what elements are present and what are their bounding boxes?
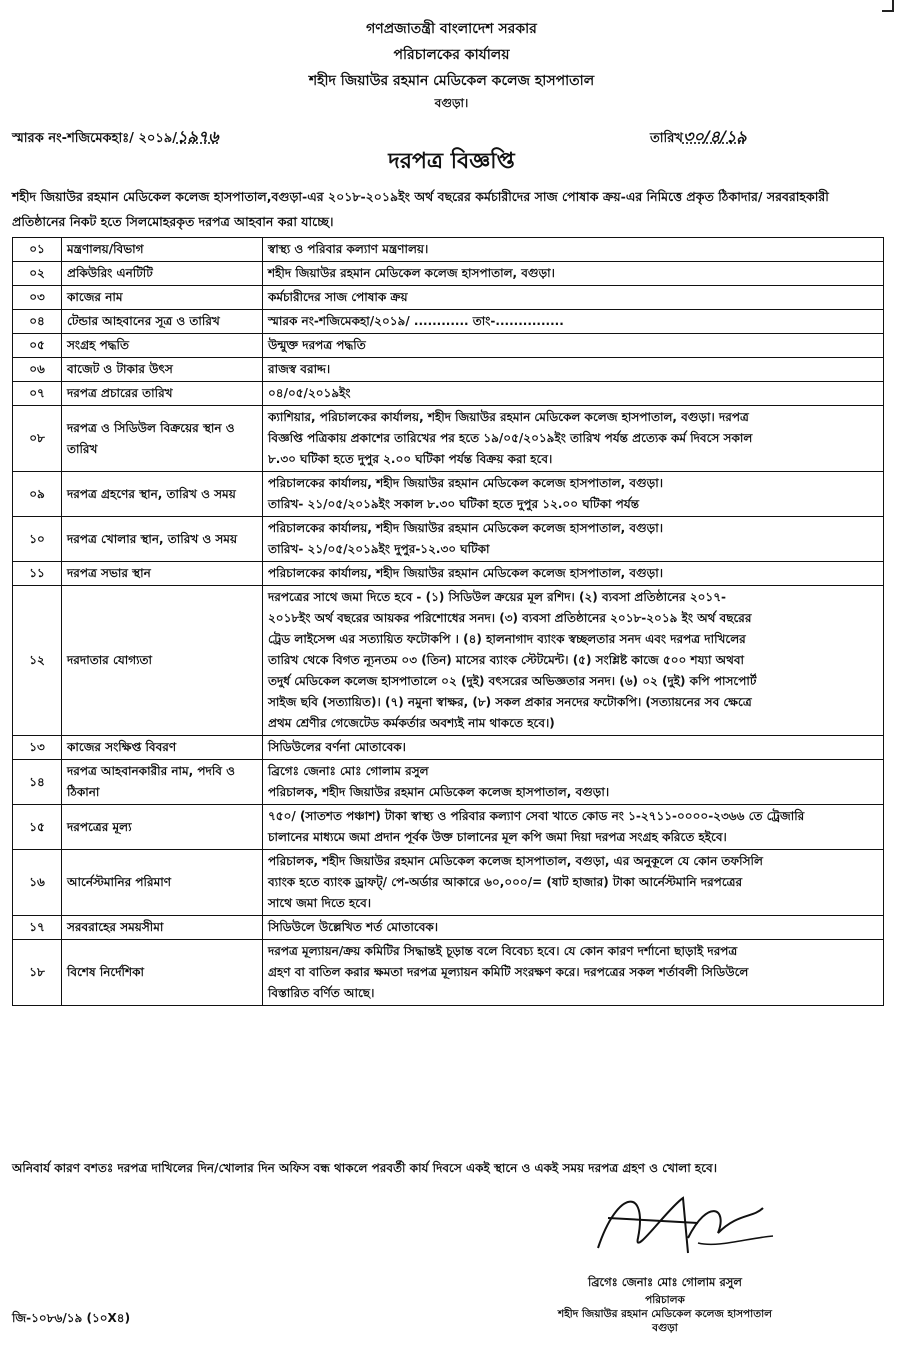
signatory-district: বগুড়া bbox=[652, 1322, 678, 1334]
row-value-line: সাইজ ছবি (সত্যায়িত)। (৭) নমুনা স্বাক্ষর, (৮) সকল প্রকার সনদের ফটোকপি। (সত্যায়নের সব ক্ষেত্রে bbox=[268, 695, 752, 709]
row-value-line: ৭৫০/ (সাতশত পঞ্চাশ) টাকা স্বাস্থ্য ও পরিবার কল্যাণ সেবা খাতে কোড নং ১-২৭১১-০০০০-২৩৬৬ তে ট্রেজারি bbox=[268, 809, 805, 823]
row-value bbox=[263, 760, 884, 805]
row-value-line: ক্যাশিয়ার, পরিচালকের কার্যালয়, শহীদ জিয়াউর রহমান মেডিকেল কলেজ হাসপাতাল, বগুড়া। দরপত্র bbox=[268, 410, 749, 424]
row-label: দরপত্র প্রচারের তারিখ bbox=[62, 382, 263, 406]
row-value bbox=[263, 916, 884, 940]
row-value-line: ০৪/০৫/২০১৯ইং bbox=[268, 386, 351, 400]
table-row bbox=[13, 472, 884, 517]
table-row bbox=[13, 406, 884, 472]
row-number: ১৮ bbox=[13, 940, 62, 1006]
row-number: ০১ bbox=[13, 238, 62, 262]
table-row bbox=[13, 586, 884, 736]
row-value-line: তারিখ- ২১/০৫/২০১৯ইং দুপুর-১২.৩০ ঘটিকা bbox=[268, 542, 490, 556]
letterhead bbox=[0, 16, 903, 112]
row-value bbox=[263, 562, 884, 586]
row-number: ০৮ bbox=[13, 406, 62, 472]
row-value-line: রাজস্ব বরাদ্দ। bbox=[268, 362, 331, 376]
row-value-line: উন্মুক্ত দরপত্র পদ্ধতি bbox=[268, 338, 366, 352]
row-value-line: পরিচালক, শহীদ জিয়াউর রহমান মেডিকেল কলেজ হাসপাতাল, বগুড়া, এর অনুকূলে যে কোন তফসিলি bbox=[268, 854, 763, 868]
row-value-line: পরিচালক, শহীদ জিয়াউর রহমান মেডিকেল কলেজ হাসপাতাল, বগুড়া। bbox=[268, 785, 610, 799]
table-row bbox=[13, 916, 884, 940]
row-number: ০৩ bbox=[13, 286, 62, 310]
row-label: সংগ্রহ পদ্ধতি bbox=[62, 334, 263, 358]
table-row bbox=[13, 760, 884, 805]
row-number: ১২ bbox=[13, 586, 62, 736]
table-row bbox=[13, 238, 884, 262]
memo-date bbox=[650, 124, 747, 151]
row-value bbox=[263, 472, 884, 517]
memo-number: ১৯৭৬ bbox=[176, 127, 219, 146]
row-value-line: কর্মচারীদের সাজ পোষাক ক্রয় bbox=[268, 290, 408, 304]
row-number: ১৩ bbox=[13, 736, 62, 760]
row-number: ০৯ bbox=[13, 472, 62, 517]
row-value-line: সিডিউলের বর্ণনা মোতাবেক। bbox=[268, 740, 406, 754]
publication-code: জি-১০৮৬/১৯ (১০X৪) bbox=[12, 1311, 131, 1325]
row-label: সরবরাহের সময়সীমা bbox=[62, 916, 263, 940]
row-value bbox=[263, 382, 884, 406]
table-row bbox=[13, 940, 884, 1006]
row-value bbox=[263, 586, 884, 736]
row-value-line: সাথে জমা দিতে হবে। bbox=[268, 896, 372, 910]
row-value bbox=[263, 805, 884, 850]
row-number: ০৪ bbox=[13, 310, 62, 334]
row-label: মন্ত্রণালয়/বিভাগ bbox=[62, 238, 263, 262]
table-row bbox=[13, 517, 884, 562]
row-value-line: ৮.৩০ ঘটিকা হতে দুপুর ২.০০ ঘটিকা পর্যন্ত বিক্রয় করা হবে। bbox=[268, 452, 553, 466]
row-value bbox=[263, 406, 884, 472]
memo-label: স্মারক নং-শজিমেকহাঃ/ ২০১৯/ bbox=[12, 131, 177, 146]
row-label: দরপত্র আহবানকারীর নাম, পদবি ও ঠিকানা bbox=[62, 760, 263, 805]
row-number: ০৭ bbox=[13, 382, 62, 406]
row-label: বিশেষ নির্দেশিকা bbox=[62, 940, 263, 1006]
table-row bbox=[13, 562, 884, 586]
row-number: ১৫ bbox=[13, 805, 62, 850]
row-value-line: ২০১৮ইং অর্থ বছরের আয়কর পরিশোধের সনদ। (৩) ব্যবসা প্রতিষ্ঠানের ২০১৮-২০১৯ ইং অর্থ বছরের bbox=[268, 611, 752, 625]
row-number: ১০ bbox=[13, 517, 62, 562]
row-value-line: স্মারক নং-শজিমেকহা/২০১৯/ ............ তাং-............... bbox=[268, 314, 564, 328]
row-number: ০২ bbox=[13, 262, 62, 286]
row-number: ১৭ bbox=[13, 916, 62, 940]
row-value-line: দরপত্র মূল্যায়ন/ক্রয় কমিটির সিদ্ধান্তই চূড়ান্ত বলে বিবেচ্য হবে। যে কোন কারণ দর্শানো ছাড়াই দরপত্র bbox=[268, 944, 738, 958]
table-row bbox=[13, 850, 884, 916]
row-value-line: গ্রহণ বা বাতিল করার ক্ষমতা দরপত্র মূল্যায়ন কমিটি সংরক্ষণ করে। দরপত্রের সকল শর্তাবলী সিডিউলে bbox=[268, 965, 749, 979]
row-number: ০৬ bbox=[13, 358, 62, 382]
row-value bbox=[263, 940, 884, 1006]
row-value bbox=[263, 334, 884, 358]
signatory-hospital: শহীদ জিয়াউর রহমান মেডিকেল কলেজ হাসপাতাল bbox=[558, 1308, 772, 1320]
row-value-line: শহীদ জিয়াউর রহমান মেডিকেল কলেজ হাসপাতাল, বগুড়া। bbox=[268, 266, 555, 280]
row-value-line: তারিখ- ২১/০৫/২০১৯ইং সকাল ৮.৩০ ঘটিকা হতে দুপুর ১২.০০ ঘটিকা পর্যন্ত bbox=[268, 497, 639, 511]
signatory-name: ব্রিগেঃ জেনাঃ মোঃ গোলাম রসুল bbox=[588, 1275, 742, 1289]
closing-note: অনিবার্য কারণ বশতঃ দরপত্র দাখিলের দিন/খোলার দিন অফিস বন্ধ থাকলে পরবর্তী কার্য দিবসে একই স্থানে ও একই সময় দরপত্র গ্রহণ ও খোলা হবে। bbox=[12, 1161, 718, 1175]
row-value-line: বিস্তারিত বর্ণিত আছে। bbox=[268, 986, 375, 1000]
row-label: দরপত্র গ্রহণের স্থান, তারিখ ও সময় bbox=[62, 472, 263, 517]
row-number: ১৪ bbox=[13, 760, 62, 805]
row-label: কাজের নাম bbox=[62, 286, 263, 310]
row-label: আর্নেস্টমানির পরিমাণ bbox=[62, 850, 263, 916]
table-row bbox=[13, 286, 884, 310]
row-value bbox=[263, 310, 884, 334]
row-label: প্রকিউরিং এনটিটি bbox=[62, 262, 263, 286]
row-value-line: দরপত্রের সাথে জমা দিতে হবে - (১) সিডিউল ক্রয়ের মূল রশিদ। (২) ব্যবসা প্রতিষ্ঠানের ২০১৭- bbox=[268, 590, 727, 604]
row-label: টেন্ডার আহবানের সূত্র ও তারিখ bbox=[62, 310, 263, 334]
row-number: ১১ bbox=[13, 562, 62, 586]
row-number: ০৫ bbox=[13, 334, 62, 358]
row-value-line: সিডিউলে উল্লেখিত শর্ত মোতাবেক। bbox=[268, 920, 439, 934]
row-value-line: ট্রেড লাইসেন্স এর সত্যায়িত ফটোকপি । (৪) হালনাগাদ ব্যাংক স্বচ্ছলতার সনদ এবং দরপত্র দাখিলের bbox=[268, 632, 746, 646]
intro-paragraph: শহীদ জিয়াউর রহমান মেডিকেল কলেজ হাসপাতাল,বগুড়া-এর ২০১৮-২০১৯ইং অর্থ বছরের কর্মচারীদের সাজ পোষাক ক্রয়-এর নিমিত্তে প্রকৃত ঠিকাদার/ সরবরাহকারী প্রতিষ্ঠানের নিকট হতে সিলমোহরকৃত দরপত্র আহবান করা যাচ্ছে। bbox=[12, 189, 829, 229]
tender-details-table bbox=[12, 237, 884, 1006]
row-value-line: ব্যাংক হতে ব্যাংক ড্রাফট্/ পে-অর্ডার আকারে ৬০,০০০/= (ষাট হাজার) টাকা আর্নেস্টমানি দরপত্রের bbox=[268, 875, 743, 889]
table-row bbox=[13, 262, 884, 286]
row-value-line: চালানের মাধ্যমে জমা প্রদান পূর্বক উক্ত চালানের মূল কপি জমা দিয়া দরপত্র সংগ্রহ করিতে হইবে। bbox=[268, 830, 727, 844]
office-name: পরিচালকের কার্যালয় bbox=[393, 47, 510, 63]
table-row bbox=[13, 334, 884, 358]
row-value-line: প্রথম শ্রেণীর গেজেটেড কর্মকর্তার অবশ্যই নাম থাকতে হবে।) bbox=[268, 716, 555, 730]
row-value-line: বিজ্ঞপ্তি পত্রিকায় প্রকাশের তারিখের পর হতে ১৯/০৫/২০১৯ইং তারিখ পর্যন্ত প্রত্যেক কর্ম দিবসে সকাল bbox=[268, 431, 753, 445]
table-row bbox=[13, 805, 884, 850]
row-value bbox=[263, 517, 884, 562]
notice-title: দরপত্র বিজ্ঞপ্তি bbox=[388, 149, 515, 174]
signatory-block bbox=[500, 1272, 830, 1335]
signature-image bbox=[588, 1178, 778, 1266]
row-number: ১৬ bbox=[13, 850, 62, 916]
row-value-line: তদুর্ধ মেডিকেল কলেজ হাসপাতালে ০২ (দুই) বৎসরের অভিজ্ঞতার সনদ। (৬) ০২ (দুই) কপি পাসপোর্ট bbox=[268, 674, 757, 688]
row-value bbox=[263, 238, 884, 262]
row-value-line: পরিচালকের কার্যালয়, শহীদ জিয়াউর রহমান মেডিকেল কলেজ হাসপাতাল, বগুড়া। bbox=[268, 521, 664, 535]
table-row bbox=[13, 358, 884, 382]
row-value-line: স্বাস্থ্য ও পরিবার কল্যাণ মন্ত্রণালয়। bbox=[268, 242, 429, 256]
row-value-line: পরিচালকের কার্যালয়, শহীদ জিয়াউর রহমান মেডিকেল কলেজ হাসপাতাল, বগুড়া। bbox=[268, 476, 664, 490]
page-frame-corner bbox=[882, 0, 894, 12]
row-label: দরপত্রের মূল্য bbox=[62, 805, 263, 850]
row-label: বাজেট ও টাকার উৎস bbox=[62, 358, 263, 382]
row-value bbox=[263, 850, 884, 916]
row-label: দরপত্র খোলার স্থান, তারিখ ও সময় bbox=[62, 517, 263, 562]
date-value: ৩০/৪/১৯ bbox=[682, 127, 747, 146]
row-value bbox=[263, 286, 884, 310]
row-label: কাজের সংক্ষিপ্ত বিবরণ bbox=[62, 736, 263, 760]
table-row bbox=[13, 382, 884, 406]
row-label: দরদাতার যোগ্যতা bbox=[62, 586, 263, 736]
row-value-line: তারিখ থেকে বিগত ন্যূনতম ০৩ (তিন) মাসের ব্যাংক স্টেটমেন্ট। (৫) সংশ্লিষ্ট কাজে ৫০০ শয্যা অথবা bbox=[268, 653, 745, 667]
row-value bbox=[263, 358, 884, 382]
signatory-designation: পরিচালক bbox=[645, 1294, 685, 1306]
row-value bbox=[263, 736, 884, 760]
government-name: গণপ্রজাতন্ত্রী বাংলাদেশ সরকার bbox=[366, 21, 537, 37]
district-name: বগুড়া। bbox=[434, 96, 469, 110]
row-value-line: পরিচালকের কার্যালয়, শহীদ জিয়াউর রহমান মেডিকেল কলেজ হাসপাতাল, বগুড়া। bbox=[268, 566, 664, 580]
table-row bbox=[13, 310, 884, 334]
row-value-line: ব্রিগেঃ জেনাঃ মোঃ গোলাম রসুল bbox=[268, 764, 429, 778]
row-value bbox=[263, 262, 884, 286]
row-label: দরপত্র সভার স্থান bbox=[62, 562, 263, 586]
hospital-name: শহীদ জিয়াউর রহমান মেডিকেল কলেজ হাসপাতাল bbox=[308, 73, 595, 89]
date-label: তারিখ bbox=[650, 131, 683, 146]
table-row bbox=[13, 736, 884, 760]
row-label: দরপত্র ও সিডিউল বিক্রয়ের স্থান ও তারিখ bbox=[62, 406, 263, 472]
